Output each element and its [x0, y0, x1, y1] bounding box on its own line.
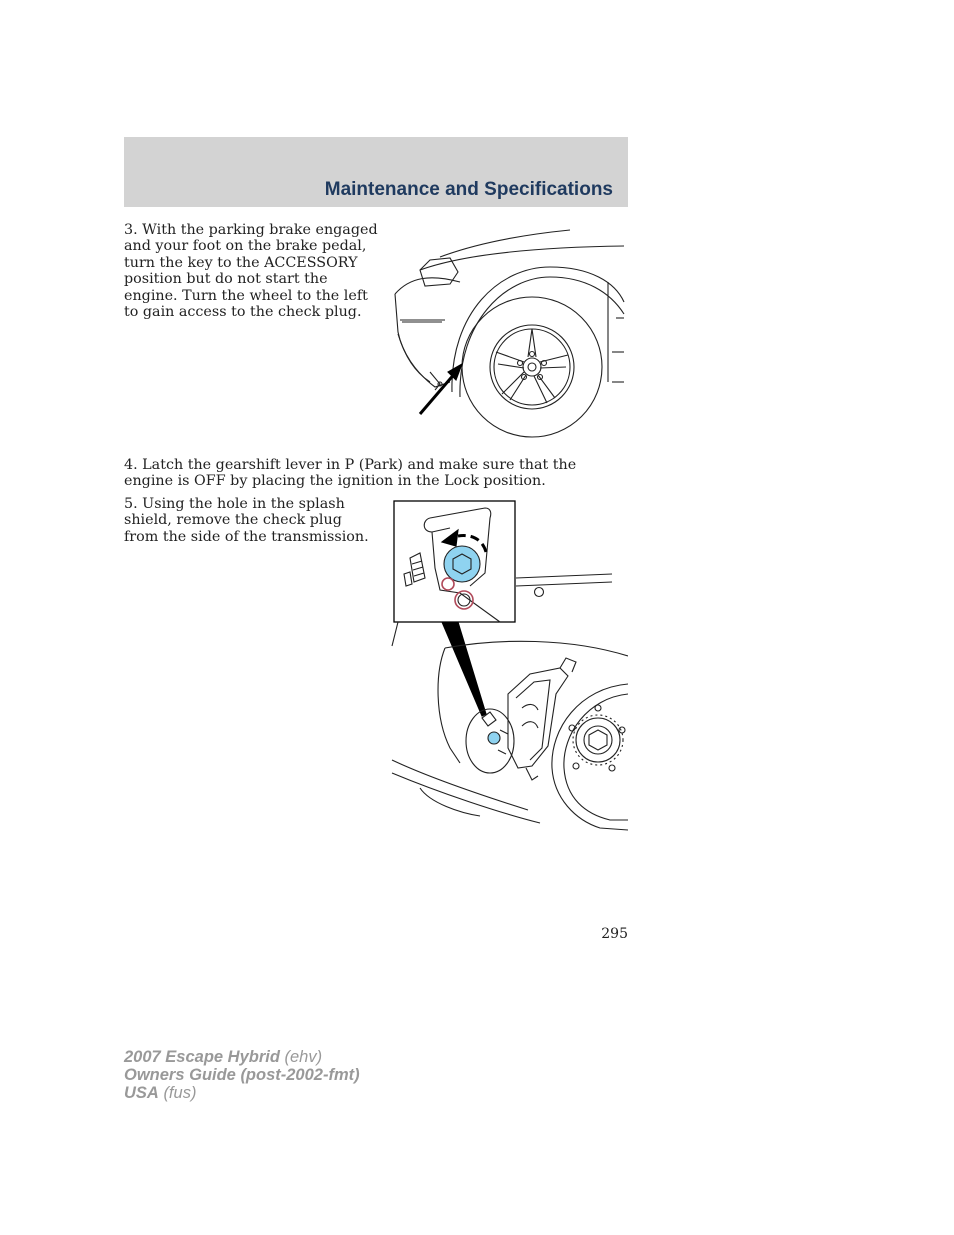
pointer-arrow-icon — [420, 364, 462, 414]
step-5-text: 5. Using the hole in the splash shield, remove the check plug from the side of the transmission. — [124, 496, 369, 545]
footer-line-3 — [124, 1084, 360, 1102]
section-title: Maintenance and Specifications — [324, 179, 613, 200]
footer-guide: Owners Guide (post-2002-fmt) — [124, 1066, 360, 1084]
page-number: 295 — [601, 926, 628, 942]
footer-model: 2007 Escape Hybrid — [124, 1048, 280, 1066]
document-footer — [124, 1048, 360, 1102]
section-header — [124, 137, 628, 207]
step-4-text: 4. Latch the gearshift lever in P (Park) and make sure that the engine is OFF by placing the ignition in the Lock position. — [124, 457, 577, 490]
wheel-illustration — [390, 222, 628, 440]
footer-market-code: (fus) — [163, 1084, 197, 1102]
footer-line-1 — [124, 1048, 360, 1066]
footer-line-2 — [124, 1066, 360, 1084]
footer-model-code: (ehv) — [284, 1048, 323, 1066]
footer-market: USA — [124, 1084, 159, 1102]
step-3-text: 3. With the parking brake engaged and your foot on the brake pedal, turn the key to the ACCESSORY position but do not start the engine. Turn the wheel to the left to gain access to the check plug. — [124, 222, 378, 321]
check-plug-illustration — [390, 498, 628, 832]
